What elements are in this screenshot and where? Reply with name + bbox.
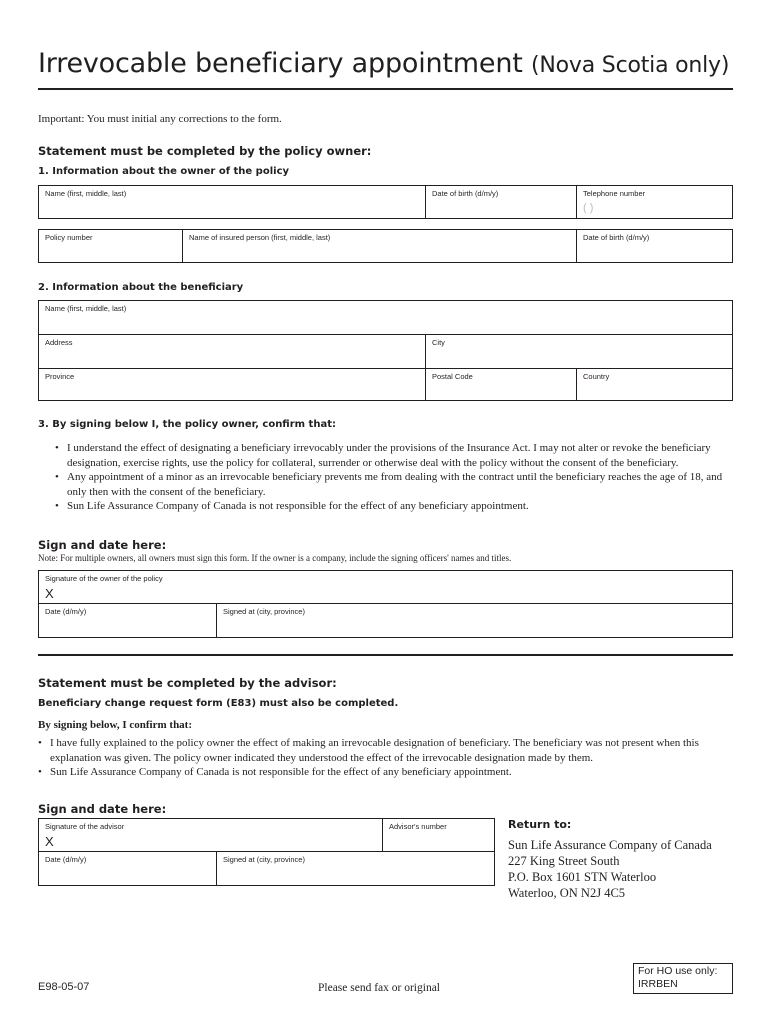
policy-number-field[interactable] [40, 242, 178, 262]
postal-code-label: Postal Code [432, 372, 473, 381]
important-note: Important: You must initial any corrections to the form. [38, 113, 282, 125]
province-label: Province [45, 372, 75, 381]
title-sub: (Nova Scotia only) [531, 53, 730, 78]
owner-dob-field[interactable] [425, 186, 576, 218]
owner-name-field[interactable] [40, 198, 420, 218]
phone-area-code-hint: ( ) [583, 202, 594, 214]
return-address [508, 837, 712, 901]
insured-name-field[interactable] [182, 230, 576, 262]
signature-x-mark: X [45, 834, 54, 849]
list-item: • Sun Life Assurance Company of Canada is not responsible for the effect of any beneficiary appointment. [55, 499, 725, 514]
form-code: E98-05-07 [38, 981, 90, 993]
section2-heading: 2. Information about the beneficiary [38, 282, 244, 293]
owner-signature-field[interactable] [60, 584, 720, 600]
owner-phone-label: Telephone number [583, 189, 646, 198]
owner-confirm-list [55, 441, 725, 514]
ho-use-box [633, 963, 733, 994]
city-label: City [432, 338, 445, 347]
section1-heading: 1. Information about the owner of the policy [38, 166, 290, 177]
signature-x-mark: X [45, 586, 54, 601]
country-field[interactable] [576, 368, 732, 400]
owner-name-label: Name (first, middle, last) [45, 189, 127, 198]
advisor-sign-heading: Sign and date here: [38, 802, 167, 816]
address-line: Waterloo, ON N2J 4C5 [508, 886, 626, 900]
beneficiary-info-box [38, 300, 733, 401]
advisor-signature-label: Signature of the advisor [45, 822, 125, 831]
policy-number-label: Policy number [45, 233, 93, 242]
return-to-heading: Return to: [508, 818, 572, 831]
title-main: Irrevocable beneficiary appointment [38, 48, 523, 79]
ho-code: IRRBEN [638, 978, 678, 990]
address-line: 227 King Street South [508, 854, 620, 868]
list-item: • Any appointment of a minor as an irrevocable beneficiary prevents me from dealing with the contract until the beneficiary reaches the age of 18, and only then with the consent of the beneficiary. [55, 470, 725, 499]
advisor-date-label: Date (d/m/y) [45, 855, 87, 864]
insured-dob-field[interactable] [576, 230, 732, 262]
advisor-date-field[interactable] [40, 864, 212, 884]
insured-dob-label: Date of birth (d/m/y) [583, 233, 650, 242]
section3-heading: 3. By signing below I, the policy owner, confirm that: [38, 419, 336, 430]
owner-sign-heading: Sign and date here: [38, 538, 167, 552]
owner-date-label: Date (d/m/y) [45, 607, 87, 616]
owner-phone-field[interactable] [576, 186, 732, 218]
send-note: Please send fax or original [318, 982, 440, 994]
list-item: • I understand the effect of designating a beneficiary irrevocably under the provisions of the Insurance Act. I may not alter or revoke the beneficiary designation, exercise rights, use the policy for collateral, surrender or otherwise deal with the policy without the consent of the beneficiary. [55, 441, 725, 470]
advisor-statement-heading: Statement must be completed by the advisor: [38, 676, 337, 690]
ho-use-label: For HO use only: [638, 965, 718, 977]
list-item: • Sun Life Assurance Company of Canada is not responsible for the effect of any beneficiary appointment. [38, 765, 728, 780]
advisor-signed-at-label: Signed at (city, province) [223, 855, 305, 864]
advisor-signed-at-field[interactable] [216, 851, 494, 885]
section-rule [38, 654, 733, 656]
address-label: Address [45, 338, 73, 347]
beneficiary-name-label: Name (first, middle, last) [45, 304, 127, 313]
owner-signed-at-label: Signed at (city, province) [223, 607, 305, 616]
country-label: Country [583, 372, 610, 381]
address-line: Sun Life Assurance Company of Canada [508, 838, 712, 852]
address-line: P.O. Box 1601 STN Waterloo [508, 870, 657, 884]
advisor-signature-field[interactable] [60, 832, 378, 848]
advisor-number-field[interactable] [382, 819, 494, 851]
owner-signed-at-field[interactable] [216, 603, 732, 637]
owner-signature-label: Signature of the owner of the policy [45, 574, 163, 583]
list-item: • I have fully explained to the policy owner the effect of making an irrevocable designation of beneficiary. The beneficiary was not present when this explanation was given. The policy owner indicated they understood the effect of the irrevocable designation made by them. [38, 736, 728, 765]
page-title [38, 48, 729, 79]
title-rule [38, 88, 733, 90]
owner-statement-heading: Statement must be completed by the policy owner: [38, 144, 372, 158]
advisor-subheading: Beneficiary change request form (E83) must also be completed. [38, 698, 399, 709]
advisor-number-label: Advisor's number [389, 822, 447, 831]
owner-date-field[interactable] [40, 616, 212, 636]
owner-dob-label: Date of birth (d/m/y) [432, 189, 499, 198]
advisor-confirm-heading: By signing below, I confirm that: [38, 719, 193, 731]
owner-sign-note: Note: For multiple owners, all owners must sign this form. If the owner is a company, include the signing officers' names and titles. [38, 553, 512, 563]
insured-name-label: Name of insured person (first, middle, last) [189, 233, 331, 242]
advisor-confirm-list [38, 736, 728, 780]
divider [39, 334, 732, 335]
city-field[interactable] [425, 334, 576, 400]
